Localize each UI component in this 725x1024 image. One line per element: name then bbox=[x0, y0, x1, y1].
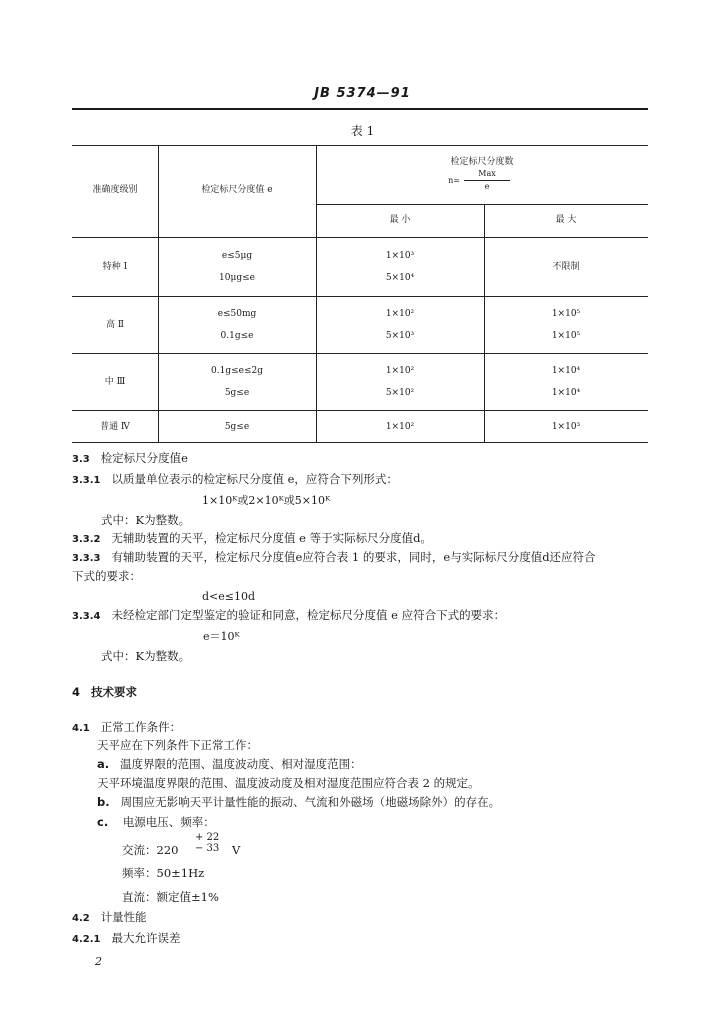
header-e: 检定标尺分度值 e bbox=[201, 185, 273, 195]
row3-max1: 1×10⁴ bbox=[551, 366, 581, 376]
header-min: 最 小 bbox=[389, 215, 411, 225]
item-label: c. bbox=[97, 815, 109, 829]
item-label: a. bbox=[97, 757, 110, 771]
section-text: 未经检定部门定型鉴定的验证和同意，检定标尺分度值 e 应符合下式的要求： bbox=[111, 608, 506, 622]
section-4-2-1 bbox=[72, 930, 180, 948]
row3-min2: 5×10² bbox=[385, 388, 415, 398]
row4-e1: 5g≤e bbox=[224, 422, 250, 432]
section-number: 4.1 bbox=[72, 723, 90, 734]
condition-a-detail: 天平环境温度界限的范围、温度波动度及相对湿度范围应符合表 2 的规定。 bbox=[97, 776, 480, 790]
formula-e-10k: e＝10ᴷ bbox=[203, 630, 240, 643]
row1-min1: 1×10³ bbox=[385, 251, 415, 261]
section-title: 技术要求 bbox=[90, 685, 137, 699]
row2-e1: e≤50mg bbox=[217, 309, 257, 319]
row3-max2: 1×10⁴ bbox=[551, 388, 581, 398]
header-max: 最 大 bbox=[555, 215, 577, 225]
formula-d-e: d<e≤10d bbox=[202, 590, 256, 603]
header-accuracy: 准确度级别 bbox=[92, 185, 138, 195]
row3-min1: 1×10² bbox=[385, 366, 415, 376]
ac-minus: − 33 bbox=[195, 843, 220, 854]
dc-voltage: 直流：额定值±1% bbox=[122, 890, 219, 904]
header-split-line bbox=[316, 204, 648, 205]
section-text: 计量性能 bbox=[100, 910, 147, 924]
section-text: 有辅助装置的天平，检定标尺分度值e应符合表 1 的要求，同时，e与实际标尺分度值d还应符合 bbox=[111, 550, 596, 564]
table-bottom-border bbox=[72, 442, 648, 443]
condition-c bbox=[97, 814, 215, 830]
grade-special: 特种 Ⅰ bbox=[102, 262, 128, 272]
row3-e1: 0.1g≤e≤2g bbox=[211, 366, 263, 376]
item-text: 周围应无影响天平计量性能的振动、气流和外磁场（地磁场除外）的存在。 bbox=[120, 795, 501, 809]
section-number: 4.2 bbox=[72, 913, 90, 924]
section-3-3-1 bbox=[72, 471, 398, 489]
row1-min2: 5×10⁴ bbox=[385, 273, 415, 283]
item-text: 电源电压、频率： bbox=[122, 815, 215, 829]
section-number: 3.3.1 bbox=[72, 475, 101, 486]
section-number: 3.3.2 bbox=[72, 534, 101, 545]
frequency: 频率：50±1Hz bbox=[122, 866, 205, 880]
row1-e2: 10μg≤e bbox=[219, 273, 255, 283]
header-rule bbox=[72, 108, 648, 110]
ac-voltage bbox=[122, 842, 178, 858]
section-number: 3.3.3 bbox=[72, 553, 101, 564]
note-k-integer-2: 式中：K为整数。 bbox=[101, 649, 191, 663]
section-text: 检定标尺分度值e bbox=[100, 451, 188, 465]
section-text: 正常工作条件： bbox=[100, 720, 182, 734]
section-number: 3.3.4 bbox=[72, 611, 101, 622]
row3-e2: 5g≤e bbox=[224, 388, 250, 398]
section-3-3-4 bbox=[72, 607, 505, 625]
n-formula-denominator: e bbox=[484, 182, 490, 191]
section-3-3-3 bbox=[72, 549, 596, 567]
ac-label: 交流：220 bbox=[122, 843, 179, 857]
row2-min1: 1×10² bbox=[385, 309, 415, 319]
section-3-3-2 bbox=[72, 530, 432, 548]
formula-k-forms: 1×10ᴷ或2×10ᴷ或5×10ᴷ bbox=[202, 494, 331, 507]
page-number: 2 bbox=[95, 955, 102, 968]
row1-e1: e≤5μg bbox=[221, 251, 253, 261]
section-4 bbox=[72, 684, 137, 700]
col-line-3 bbox=[484, 204, 485, 442]
table-caption: 表 1 bbox=[350, 124, 375, 138]
section-3-3-3-cont: 下式的要求： bbox=[72, 569, 141, 583]
item-text: 温度界限的范围、温度波动度、相对湿度范围： bbox=[120, 757, 362, 771]
ac-unit: V bbox=[232, 843, 241, 857]
row4-max1: 1×10³ bbox=[551, 422, 581, 432]
section-3-3 bbox=[72, 450, 188, 468]
grade-high: 高 Ⅱ bbox=[106, 320, 124, 330]
ac-tolerance bbox=[195, 832, 219, 854]
ac-plus: + 22 bbox=[195, 832, 220, 843]
item-label: b. bbox=[97, 795, 110, 809]
row2-max2: 1×10⁵ bbox=[551, 331, 581, 341]
section-4-1 bbox=[72, 719, 181, 737]
condition-a bbox=[97, 756, 362, 772]
n-formula-numerator: Max bbox=[478, 169, 496, 178]
row2-e2: 0.1g≤e bbox=[220, 331, 254, 341]
row4-min1: 1×10² bbox=[385, 422, 415, 432]
condition-b bbox=[97, 794, 500, 810]
grade-ordinary: 普通 Ⅳ bbox=[100, 422, 130, 432]
note-k-integer-1: 式中：K为整数。 bbox=[101, 513, 191, 527]
section-number: 4.2.1 bbox=[72, 934, 101, 945]
grade-medium: 中 Ⅲ bbox=[104, 377, 126, 387]
n-formula-lhs: n= bbox=[448, 176, 460, 185]
conditions-intro: 天平应在下列条件下正常工作： bbox=[97, 738, 258, 752]
section-text: 无辅助装置的天平，检定标尺分度值 e 等于实际标尺分度值d。 bbox=[111, 531, 432, 545]
section-text: 以质量单位表示的检定标尺分度值 e，应符合下列形式： bbox=[111, 472, 398, 486]
section-number: 3.3 bbox=[72, 454, 90, 465]
document-code: JB 5374—91 bbox=[314, 86, 411, 101]
section-4-2 bbox=[72, 909, 147, 927]
section-text: 最大允许误差 bbox=[111, 931, 181, 945]
section-number: 4 bbox=[72, 685, 81, 699]
header-n: 检定标尺分度数 bbox=[450, 157, 514, 167]
row2-min2: 5×10³ bbox=[385, 331, 415, 341]
row1-max: 不限制 bbox=[552, 262, 580, 272]
row2-max1: 1×10⁵ bbox=[551, 309, 581, 319]
